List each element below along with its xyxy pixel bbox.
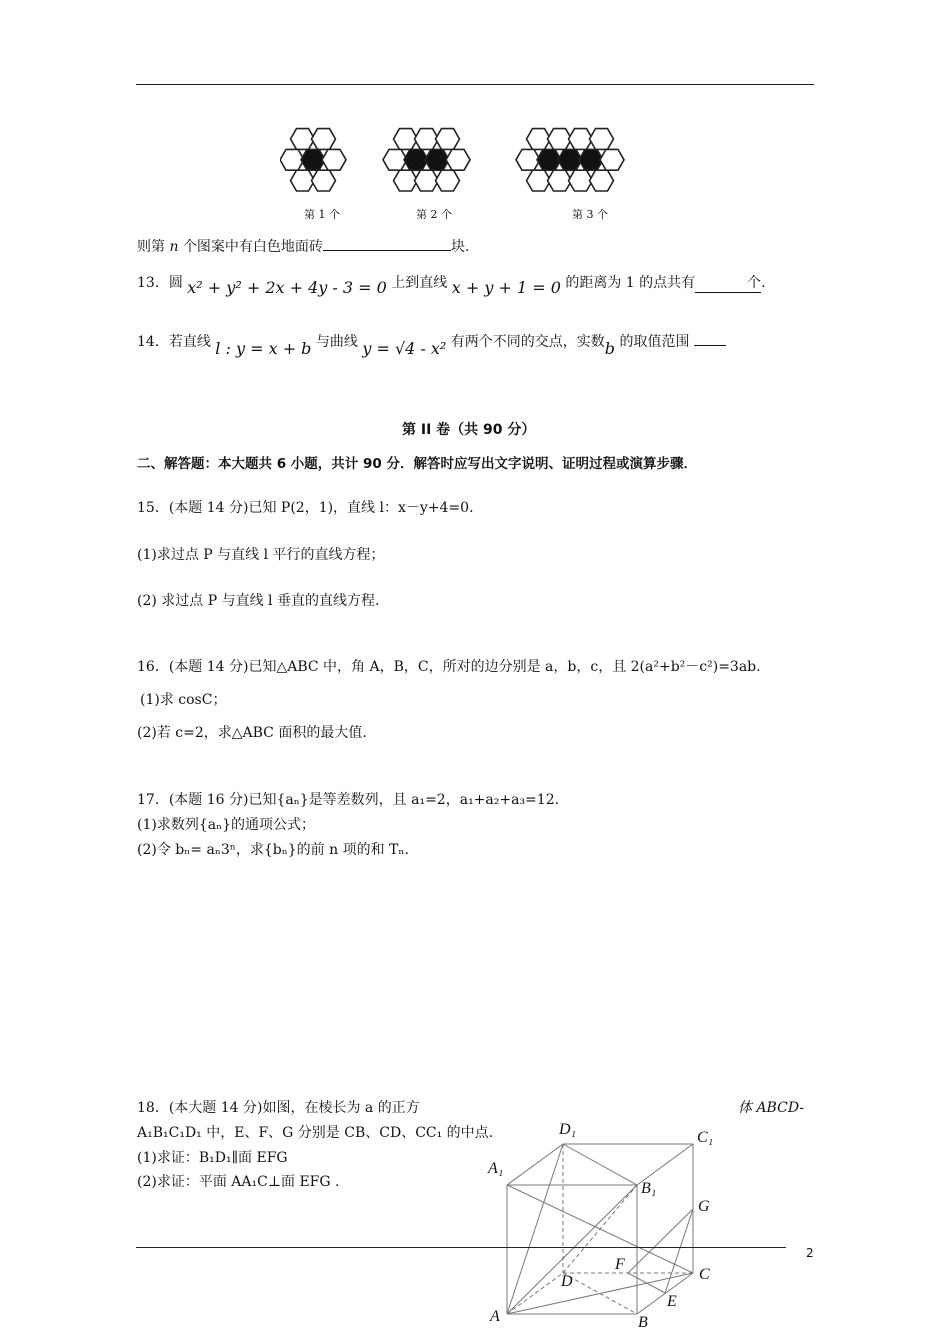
- white-hexagon-tile: [312, 170, 336, 191]
- answer-blank[interactable]: [323, 236, 451, 251]
- section-2-title: 第 II 卷（共 90 分）: [402, 422, 536, 438]
- question-16-head: 16．(本题 14 分)已知△ABC 中，角 A，B，C，所对的边分别是 a，b，c，且 2(a²+b²－c²)=3ab.: [137, 659, 761, 675]
- section-2-instruction: 二、解答题：本大题共 6 小题，共计 90 分．解答时应写出文字说明、证明过程或演算步骤．: [137, 456, 697, 472]
- answer-blank[interactable]: 个: [695, 272, 761, 293]
- white-hexagon-tile: [322, 149, 346, 170]
- white-hexagon-tile: [436, 129, 460, 150]
- question-15-head: 15．(本题 14 分)已知 P(2，1)，直线 l：x－y+4=0.: [137, 500, 474, 516]
- cube-label-C1: C₁: [697, 1129, 714, 1146]
- cube-label-B1: B₁: [641, 1180, 657, 1197]
- answer-blank[interactable]: [694, 331, 726, 346]
- line-equation: x + y + 1 = 0: [451, 278, 561, 297]
- line-equation: l : y = x + b: [215, 339, 312, 358]
- cube-label-D1: D₁: [559, 1121, 577, 1138]
- white-hexagon-tile: [590, 170, 614, 191]
- q12-answer-line: 则第 n 个图案中有白色地面砖 块.: [137, 236, 469, 256]
- question-15-part-1: (1)求过点 P 与直线 l 平行的直线方程；: [137, 547, 385, 563]
- question-15-part-2: (2) 求过点 P 与直线 l 垂直的直线方程.: [137, 593, 380, 609]
- footer-rule: [136, 1247, 786, 1248]
- question-18-head: 18．(本大题 14 分)如图，在棱长为 a 的正方: [137, 1100, 420, 1116]
- page-number: 2: [806, 1246, 814, 1260]
- question-16-part-2: (2)若 c=2，求△ABC 面积的最大值.: [137, 725, 367, 741]
- pattern-caption-3: 第 3 个: [572, 208, 608, 221]
- question-14: 14．若直线 l : y = x + b 与曲线 y = √4 - x² 有两个不同的交点，实数b 的取值范围: [137, 331, 726, 351]
- cube-label-G: G: [698, 1198, 710, 1215]
- question-13: 13．圆 x² + y² + 2x + 4y - 3 = 0 上到直线 x + y + 1 = 0 的距离为 1 的点共有 个.: [137, 272, 766, 293]
- white-hexagon-tile: [446, 149, 470, 170]
- cube-label-D: D: [561, 1273, 573, 1290]
- pattern-caption-2: 第 2 个: [416, 208, 452, 221]
- question-18-head-tail: 体 ABCD-: [738, 1100, 805, 1116]
- header-rule: [136, 84, 814, 85]
- cube-label-E: E: [667, 1293, 677, 1310]
- cube-label-A1: A₁: [488, 1160, 504, 1177]
- pattern-caption-1: 第 1 个: [304, 208, 340, 221]
- hexagon-pattern-figure: [280, 125, 680, 200]
- circle-equation: x² + y² + 2x + 4y - 3 = 0: [187, 278, 387, 297]
- question-16-part-1: (1)求 cosC；: [140, 692, 227, 708]
- cube-label-F: F: [615, 1256, 625, 1273]
- question-17-part-1: (1)求数列{aₙ}的通项公式；: [137, 817, 316, 833]
- white-hexagon-tile: [312, 129, 336, 150]
- question-18-line-2: A₁B₁C₁D₁ 中，E、F、G 分别是 CB、CD、CC₁ 的中点.: [137, 1125, 494, 1141]
- cube-label-C: C: [699, 1266, 710, 1283]
- curve-equation: y = √4 - x²: [362, 339, 447, 358]
- white-hexagon-tile: [600, 149, 624, 170]
- question-18-part-1: (1)求证：B₁D₁∥面 EFG: [137, 1150, 288, 1166]
- question-17-part-2: (2)令 bₙ= aₙ3ⁿ，求{bₙ}的前 n 项的和 Tₙ.: [137, 842, 409, 858]
- question-18-part-2: (2)求证：平面 AA₁C⊥面 EFG .: [137, 1174, 340, 1190]
- cube-label-A: A: [490, 1308, 500, 1325]
- white-hexagon-tile: [590, 129, 614, 150]
- white-hexagon-tile: [436, 170, 460, 191]
- question-17-head: 17．(本题 16 分)已知{aₙ}是等差数列，且 a₁=2，a₁+a₂+a₃=12.: [137, 792, 560, 808]
- cube-label-B: B: [638, 1314, 648, 1331]
